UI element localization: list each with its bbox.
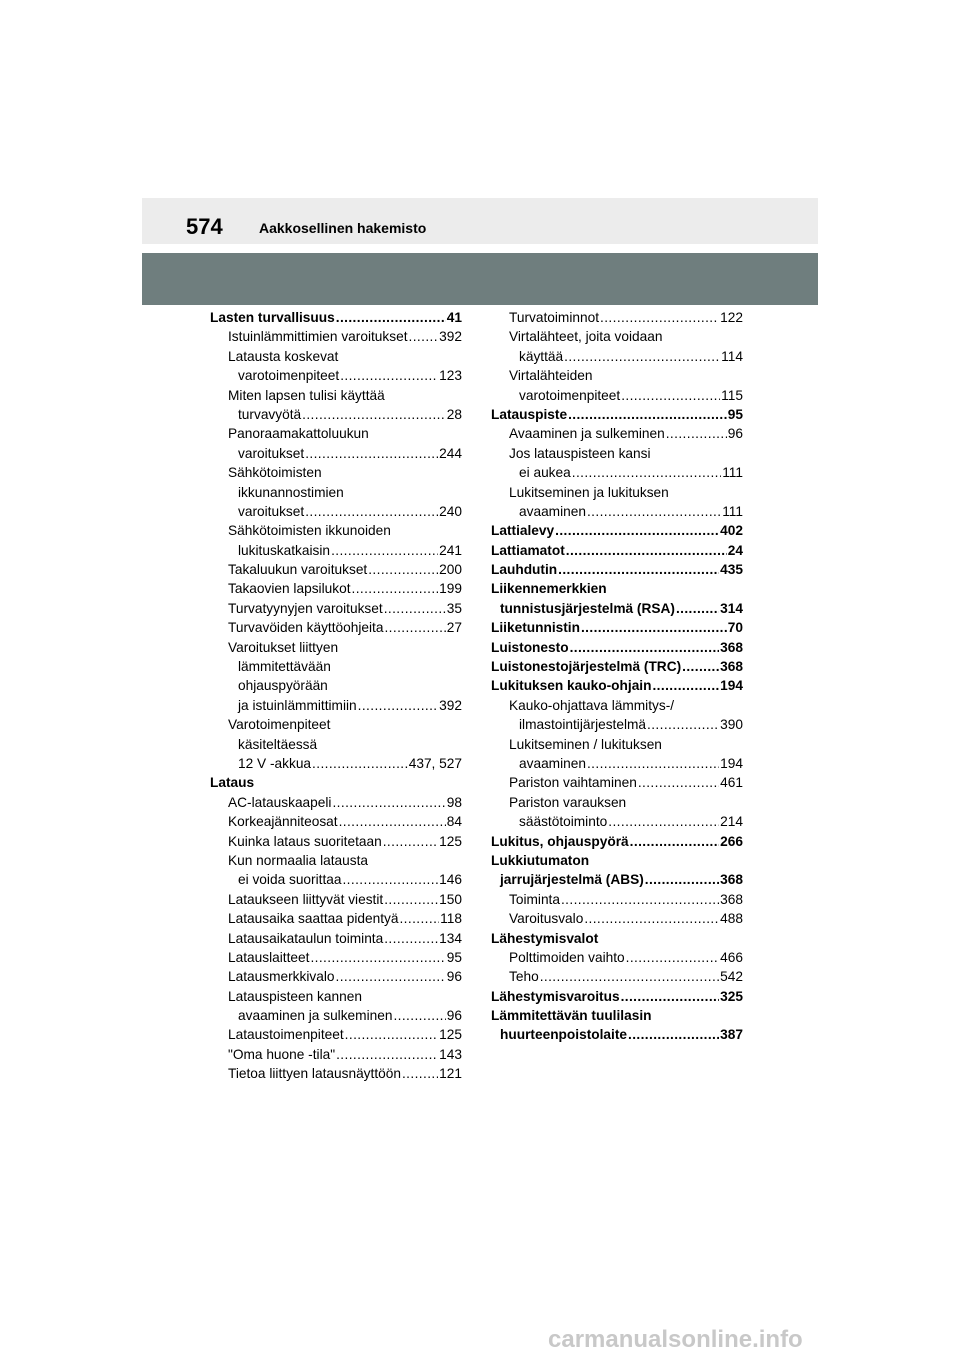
index-subentry: [210, 870, 462, 889]
dot-leader: [399, 909, 439, 928]
index-entry-main: [491, 638, 743, 657]
entry-text: Latausmerkkivalo: [228, 969, 335, 985]
dot-leader: [339, 812, 446, 831]
entry-text: Pariston varauksen: [509, 794, 627, 810]
index-subentry: [210, 424, 462, 443]
entry-text: Lattiamatot: [491, 542, 565, 558]
index-subentry: [210, 1025, 462, 1044]
index-subentry: [210, 676, 462, 695]
entry-text: Kuinka lataus suoritetaan: [228, 833, 382, 849]
dot-leader: [302, 405, 446, 424]
entry-text: jarrujärjestelmä (ABS): [500, 872, 644, 888]
page-reference: 123: [439, 368, 462, 384]
dot-leader: [312, 754, 408, 773]
index-subentry: [210, 579, 462, 598]
entry-text: Turvatyynyjen varoitukset: [228, 600, 383, 616]
index-subentry: [210, 405, 462, 424]
page-reference: 241: [439, 542, 462, 558]
index-entry-main: [491, 560, 743, 579]
entry-text: käsiteltäessä: [238, 736, 318, 752]
dot-leader: [568, 405, 727, 424]
dot-leader: [345, 1025, 438, 1044]
entry-text: Liikennemerkkien: [491, 581, 607, 597]
index-subentry: [210, 754, 462, 773]
entry-text: tunnistusjärjestelmä (RSA): [500, 600, 675, 616]
entry-text: Virtalähteiden: [509, 368, 593, 384]
entry-text: Lukituksen kauko-ohjain: [491, 678, 652, 694]
page-reference: 118: [440, 911, 462, 927]
index-entry-main: [210, 773, 462, 792]
index-subentry: [210, 657, 462, 676]
index-entry-main: [210, 308, 462, 327]
page-reference: 392: [439, 329, 462, 345]
page-reference: 314: [720, 600, 743, 616]
index-subentry: [491, 347, 743, 366]
index-entry-main: [491, 987, 743, 1006]
page-reference: 325: [720, 988, 743, 1004]
dot-leader: [587, 754, 719, 773]
page-reference: 214: [720, 814, 743, 830]
section-tab-bar: [142, 253, 818, 305]
entry-text: Lataustoimenpiteet: [228, 1027, 344, 1043]
dot-leader: [305, 444, 438, 463]
page-reference: 125: [439, 1027, 462, 1043]
dot-leader: [621, 987, 720, 1006]
entry-text: Varotoimenpiteet: [228, 717, 331, 733]
index-subentry: [491, 696, 743, 715]
entry-text: Tietoa liittyen latausnäyttöön: [228, 1066, 401, 1082]
entry-text: Latauslaitteet: [228, 949, 310, 965]
entry-text: Sähkötoimisten ikkunoiden: [228, 523, 391, 539]
page-reference: 402: [720, 523, 743, 539]
dot-leader: [647, 715, 719, 734]
page-reference: 150: [439, 891, 462, 907]
index-subentry: [491, 967, 743, 986]
dot-leader: [384, 618, 445, 637]
entry-text: Lataus: [210, 775, 255, 791]
entry-text: Lukitseminen ja lukituksen: [509, 484, 669, 500]
index-subentry: [210, 735, 462, 754]
page-reference: 200: [439, 562, 462, 578]
dot-leader: [581, 618, 727, 637]
page-reference: 542: [720, 969, 743, 985]
entry-text: Jos latauspisteen kansi: [509, 445, 651, 461]
entry-text: Lähestymisvalot: [491, 930, 599, 946]
index-subentry: [491, 754, 743, 773]
entry-text: Virtalähteet, joita voidaan: [509, 329, 663, 345]
page-reference: 387: [720, 1027, 743, 1043]
entry-text: avaaminen ja sulkeminen: [238, 1008, 393, 1024]
dot-leader: [342, 870, 438, 889]
entry-text: Lattialevy: [491, 523, 555, 539]
index-entry-main: [491, 541, 743, 560]
page-reference: 96: [446, 969, 462, 985]
dot-leader: [587, 502, 721, 521]
header-bar: [142, 198, 818, 244]
dot-leader: [600, 308, 719, 327]
index-entry-main: [491, 657, 743, 676]
dot-leader: [666, 424, 727, 443]
dot-leader: [384, 599, 446, 618]
index-column-left: [210, 308, 462, 1084]
entry-text: ja istuinlämmittimiin: [238, 697, 357, 713]
index-subentry: [491, 773, 743, 792]
page-reference: 121: [439, 1066, 462, 1082]
entry-text: lukituskatkaisin: [238, 542, 331, 558]
index-subentry: [210, 502, 462, 521]
dot-leader: [336, 308, 446, 327]
entry-text: ikkunannostimien: [238, 484, 344, 500]
entry-text: Liiketunnistin: [491, 620, 580, 636]
page-reference: 111: [722, 465, 743, 481]
page-reference: 27: [446, 620, 462, 636]
entry-text: Istuinlämmittimien varoitukset: [228, 329, 408, 345]
index-subentry: [210, 1006, 462, 1025]
entry-text: Takaluukun varoitukset: [228, 562, 368, 578]
entry-text: varotoimenpiteet: [519, 387, 621, 403]
index-subentry: [210, 386, 462, 405]
dot-leader: [682, 657, 719, 676]
entry-text: Latauspisteen kannen: [228, 988, 362, 1004]
entry-text: Varoitukset liittyen: [228, 639, 339, 655]
entry-text: ilmastointijärjestelmä: [519, 717, 647, 733]
dot-leader: [540, 967, 719, 986]
entry-text: "Oma huone -tila": [228, 1046, 336, 1062]
entry-text: varotoimenpiteet: [238, 368, 340, 384]
index-subentry: [210, 1045, 462, 1064]
page-reference: 368: [720, 659, 743, 675]
dot-leader: [555, 521, 719, 540]
page-reference: 266: [720, 833, 743, 849]
index-entry-main: [491, 521, 743, 540]
dot-leader: [384, 929, 438, 948]
index-subentry: [210, 696, 462, 715]
dot-leader: [409, 327, 439, 346]
index-subentry: [210, 987, 462, 1006]
dot-leader: [584, 909, 719, 928]
index-subentry: [210, 967, 462, 986]
entry-text: Avaaminen ja sulkeminen: [509, 426, 665, 442]
index-subentry: [210, 618, 462, 637]
entry-text: Lataukseen liittyvät viestit: [228, 891, 384, 907]
dot-leader: [558, 560, 719, 579]
index-subentry: [210, 1064, 462, 1083]
entry-text: Latauspiste: [491, 406, 568, 422]
index-subentry: [210, 832, 462, 851]
dot-leader: [645, 870, 719, 889]
index-subentry: [210, 327, 462, 346]
page-reference: 466: [720, 949, 743, 965]
dot-leader: [358, 696, 439, 715]
page-reference: 35: [446, 600, 462, 616]
entry-text: Toiminta: [509, 891, 560, 907]
page-reference: 368: [720, 639, 743, 655]
dot-leader: [564, 347, 720, 366]
index-entry-main: [491, 832, 743, 851]
page-number: 574: [186, 214, 223, 239]
dot-leader: [368, 560, 438, 579]
page-reference: 435: [720, 562, 743, 578]
index-subentry: [491, 948, 743, 967]
dot-leader: [310, 948, 445, 967]
page-reference: 95: [446, 949, 462, 965]
page-reference: 194: [720, 678, 743, 694]
index-subentry: [210, 851, 462, 870]
entry-text: lämmitettävään: [238, 659, 331, 675]
index-subentry: [210, 890, 462, 909]
dot-leader: [566, 541, 727, 560]
page-reference: 194: [720, 755, 743, 771]
index-subentry: [210, 909, 462, 928]
index-column-right: [491, 308, 743, 1045]
entry-text: 12 V -akkua: [238, 755, 312, 771]
dot-leader: [340, 366, 438, 385]
dot-leader: [626, 948, 720, 967]
entry-text: Luistonesto: [491, 639, 569, 655]
index-subentry: [210, 347, 462, 366]
index-subentry: [491, 424, 743, 443]
entry-text: Takaovien lapsilukot: [228, 581, 351, 597]
entry-text: turvavyötä: [238, 406, 302, 422]
index-subentry: [491, 735, 743, 754]
page-reference: 134: [439, 930, 462, 946]
index-subentry: [491, 909, 743, 928]
dot-leader: [352, 579, 439, 598]
dot-leader: [332, 793, 445, 812]
page-reference: 96: [727, 426, 743, 442]
page-reference: 390: [720, 717, 743, 733]
entry-text: Korkeajänniteosat: [228, 814, 338, 830]
index-entry-main: [491, 676, 743, 695]
entry-text: avaaminen: [519, 503, 586, 519]
index-subentry: [491, 444, 743, 463]
page-reference: 122: [720, 310, 743, 325]
entry-text: ei voida suorittaa: [238, 872, 342, 888]
entry-text: varoitukset: [238, 445, 305, 461]
index-subentry: [210, 948, 462, 967]
page-reference: 437, 527: [408, 755, 462, 771]
dot-leader: [652, 676, 719, 695]
index-subentry: [210, 793, 462, 812]
entry-text: Latausaikataulun toiminta: [228, 930, 384, 946]
index-subentry: [210, 521, 462, 540]
page-reference: 98: [446, 794, 462, 810]
dot-leader: [331, 541, 438, 560]
entry-text: käyttää: [519, 348, 564, 364]
entry-text: Turvatoiminnot: [509, 310, 600, 325]
entry-text: Lasten turvallisuus: [210, 310, 335, 325]
dot-leader: [383, 832, 438, 851]
page-reference: 95: [727, 406, 743, 422]
entry-text: Lauhdutin: [491, 562, 558, 578]
page-reference: 488: [720, 911, 743, 927]
entry-text: Varoitusvalo: [509, 911, 584, 927]
index-subentry: [210, 541, 462, 560]
entry-text: Lukitus, ohjauspyörä: [491, 833, 629, 849]
index-subentry: [210, 599, 462, 618]
dot-leader: [402, 1064, 438, 1083]
dot-leader: [630, 832, 719, 851]
entry-text: Miten lapsen tulisi käyttää: [228, 387, 385, 403]
page-reference: 199: [439, 581, 462, 597]
entry-text: AC-latauskaapeli: [228, 794, 332, 810]
index-subentry: [210, 366, 462, 385]
dot-leader: [638, 773, 719, 792]
index-subentry: [491, 483, 743, 502]
index-subentry: [491, 812, 743, 831]
dot-leader: [608, 812, 719, 831]
index-subentry: [491, 793, 743, 812]
index-entry-main: [491, 870, 743, 889]
entry-text: Panoraamakattoluukun: [228, 426, 369, 442]
index-subentry: [491, 502, 743, 521]
entry-text: Pariston vaihtaminen: [509, 775, 637, 791]
index-entry-main: [491, 1006, 743, 1025]
entry-text: Kauko-ohjattava lämmitys-/: [509, 697, 675, 713]
page-reference: 115: [721, 387, 743, 403]
section-title: Aakkosellinen hakemisto: [259, 220, 427, 236]
page-reference: 240: [439, 503, 462, 519]
page-reference: 84: [446, 814, 462, 830]
entry-text: Lukkiutumaton: [491, 852, 590, 868]
page-reference: 368: [720, 872, 743, 888]
index-entry-main: [491, 599, 743, 618]
entry-text: Lähestymisvaroitus: [491, 988, 620, 1004]
page-reference: 368: [720, 891, 743, 907]
dot-leader: [336, 1045, 438, 1064]
index-subentry: [210, 638, 462, 657]
page-reference: 111: [722, 503, 743, 519]
index-subentry: [210, 444, 462, 463]
index-subentry: [491, 366, 743, 385]
page-reference: 96: [446, 1008, 462, 1024]
entry-text: Sähkötoimisten: [228, 465, 322, 481]
entry-text: Luistonestojärjestelmä (TRC): [491, 659, 682, 675]
entry-text: ohjauspyörään: [238, 678, 328, 694]
index-subentry: [491, 890, 743, 909]
index-entry-main: [491, 405, 743, 424]
dot-leader: [621, 386, 720, 405]
index-subentry: [210, 483, 462, 502]
index-subentry: [491, 386, 743, 405]
entry-text: Teho: [509, 969, 539, 985]
page-reference: 143: [439, 1046, 462, 1062]
page-reference: 24: [727, 542, 743, 558]
index-subentry: [210, 812, 462, 831]
page-reference: 146: [439, 872, 462, 888]
index-subentry: [210, 929, 462, 948]
index-entry-main: [491, 618, 743, 637]
entry-text: säästötoiminto: [519, 814, 608, 830]
page-reference: 461: [720, 775, 743, 791]
entry-text: Lämmitettävän tuulilasin: [491, 1008, 652, 1024]
page-reference: 114: [721, 348, 743, 364]
index-subentry: [491, 715, 743, 734]
page-reference: 70: [727, 620, 743, 636]
dot-leader: [572, 463, 721, 482]
dot-leader: [570, 638, 720, 657]
entry-text: varoitukset: [238, 503, 305, 519]
entry-text: huurteenpoistolaite: [500, 1027, 627, 1043]
page-reference: 28: [446, 406, 462, 422]
page-reference: 125: [439, 833, 462, 849]
dot-leader: [676, 599, 719, 618]
entry-text: ei aukea: [519, 465, 571, 481]
index-subentry: [491, 308, 743, 327]
index-subentry: [210, 463, 462, 482]
index-entry-main: [491, 929, 743, 948]
watermark-text: carmanualsonline.info: [548, 1326, 803, 1353]
entry-text: Polttimoiden vaihto: [509, 949, 625, 965]
dot-leader: [561, 890, 719, 909]
entry-text: avaaminen: [519, 755, 586, 771]
entry-text: Latausta koskevat: [228, 348, 339, 364]
dot-leader: [384, 890, 438, 909]
page-reference: 244: [439, 445, 462, 461]
index-entry-main: [491, 851, 743, 870]
index-subentry: [491, 463, 743, 482]
dot-leader: [628, 1025, 719, 1044]
entry-text: Turvavöiden käyttöohjeita: [228, 620, 384, 636]
index-subentry: [210, 715, 462, 734]
dot-leader: [305, 502, 438, 521]
page-reference: 392: [439, 697, 462, 713]
index-subentry: [210, 560, 462, 579]
entry-text: Latausaika saattaa pidentyä: [228, 911, 399, 927]
page-reference: 41: [446, 310, 462, 325]
index-entry-main: [491, 1025, 743, 1044]
index-subentry: [491, 327, 743, 346]
dot-leader: [336, 967, 446, 986]
entry-text: Kun normaalia latausta: [228, 852, 369, 868]
entry-text: Lukitseminen / lukituksen: [509, 736, 662, 752]
dot-leader: [393, 1006, 445, 1025]
index-entry-main: [491, 579, 743, 598]
